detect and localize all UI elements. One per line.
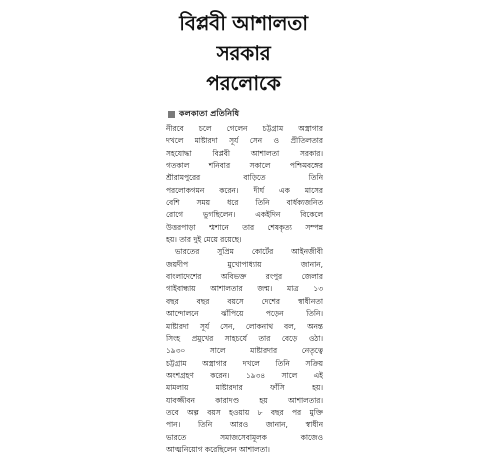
headline-line: বিপ্লবী আশালতা bbox=[179, 11, 308, 35]
text-line: পান। তিনি আরও জানান, স্বাধীন bbox=[166, 420, 323, 430]
text-line: উত্তরপাড়া শ্মশানে তার শেষকৃত্য সম্পন্ন bbox=[166, 222, 323, 232]
byline-text: কলকাতা প্রতিনিধি bbox=[179, 107, 240, 118]
paragraph bbox=[166, 246, 323, 456]
paragraph bbox=[166, 123, 323, 246]
text-line: আত্মনিয়োগ করেছিলেন আশালতা। bbox=[166, 444, 270, 454]
text-line: সহযোদ্ধা বিপ্লবী আশালতা সরকার। bbox=[166, 148, 323, 158]
text-line: গতকাল শনিবার সকালে পশ্চিমবঙ্গের bbox=[166, 161, 323, 171]
text-line: চট্টগ্রাম অস্ত্রাগার দখলে তিনি সক্রিয় bbox=[166, 358, 323, 368]
text-line: নীরবে চলে গেলেন চট্টগ্রাম অস্ত্রাগার bbox=[166, 124, 323, 133]
headline bbox=[164, 8, 323, 98]
text-line: হয়। তার দুই মেয়ে রয়েছে। bbox=[166, 235, 242, 245]
text-line: মামলায় মাষ্টারদার ফাঁসি হয়। bbox=[166, 383, 323, 393]
text-line: গাইবান্ধায় আশালতার জন্ম। মাত্র ১৩ bbox=[166, 284, 323, 294]
text-line: যাবজ্জীবন কারাদণ্ড হয় আশালতার। bbox=[166, 395, 323, 405]
text-line: পরলোকগমন করেন। দীর্ঘ এক মাসের bbox=[166, 185, 323, 195]
text-line: জয়দীপ মুখোপাধ্যায় জানান, bbox=[166, 259, 323, 269]
headline-line: সরকার bbox=[216, 41, 271, 65]
headline-line: পরলোকে bbox=[206, 71, 281, 95]
news-clipping bbox=[164, 8, 323, 463]
text-line: তবে অল্প বয়স হওয়ায় ৮ বছর পর মুক্তি bbox=[166, 407, 323, 417]
text-line: দখলে মাষ্টারদা সূর্য সেন ও প্রীতিলতার bbox=[166, 136, 323, 146]
text-line: সিংহ প্রমুখের সাহচর্যে তার বেড়ে ওঠা। bbox=[166, 333, 323, 343]
text-line: আন্দোলনে ঝাঁপিয়ে পড়েন তিনি। bbox=[166, 309, 323, 319]
text-line: রোগে ভুগছিলেন। একইদিন বিকেলে bbox=[166, 210, 323, 220]
text-line: বেশি সময় ধরে তিনি বার্ধক্যজনিত bbox=[166, 198, 323, 208]
text-line: অংশগ্রহণ করেন। ১৯৩৪ সালে এই bbox=[166, 370, 323, 380]
text-line: শ্রীরামপুরের বাড়িতে তিনি bbox=[166, 173, 323, 183]
text-line: মাষ্টারদা সূর্য সেন, লোকনাথ বল, অনন্ত bbox=[166, 321, 323, 331]
text-line: বছর বছর বয়সে দেশের স্বাধীনতা bbox=[166, 296, 323, 306]
bullet-square-icon bbox=[168, 111, 175, 118]
text-line: ১৯৩০ সালে মাষ্টারদার নেতৃত্বে bbox=[166, 346, 323, 356]
byline bbox=[168, 107, 323, 121]
article-body bbox=[166, 123, 323, 456]
text-line: বাংলাদেশের অবিভক্ত রংপুর জেলার bbox=[166, 272, 323, 282]
text-line: ভারতে সমাজসেবামূলক কাজেও bbox=[166, 432, 323, 442]
text-line: ভারতের সুপ্রিম কোর্টের আইনজীবী bbox=[175, 247, 323, 257]
